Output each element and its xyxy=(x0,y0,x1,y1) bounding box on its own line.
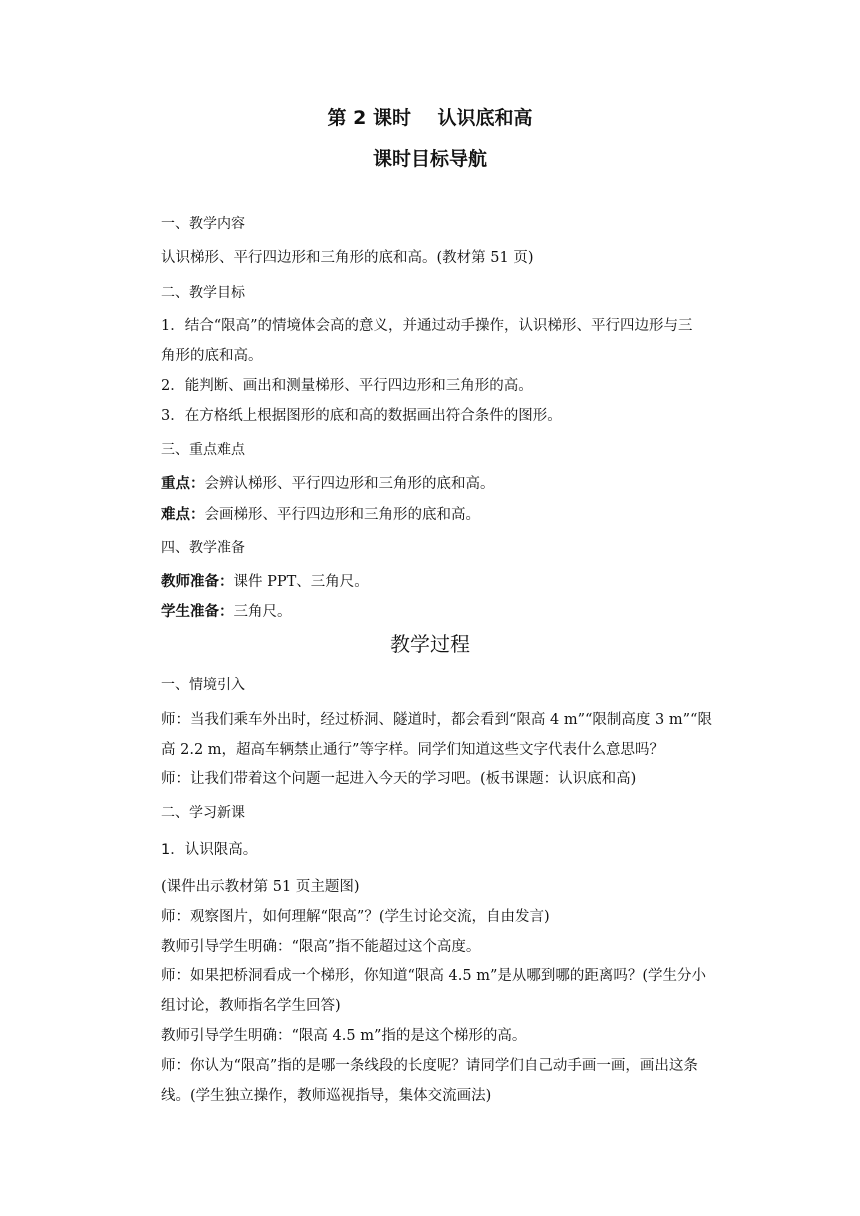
lesson-line-3: 教师引导学生明确：“限高”指不能超过这个高度。 xyxy=(161,939,481,955)
section-title: 课时目标导航 xyxy=(372,148,487,170)
heading-preparation: 四、教学准备 xyxy=(161,540,245,556)
student-preparation-text: 三角尺。 xyxy=(233,604,292,620)
key-point-text: 会辨认梯形、平行四边形和三角形的底和高。 xyxy=(204,476,495,492)
heading-teaching-content: 一、教学内容 xyxy=(161,216,245,232)
difficult-point xyxy=(161,505,480,525)
goal-1-line-1: 1．结合“限高”的情境体会高的意义，并通过动手操作，认识梯形、平行四边形与三 xyxy=(161,318,693,334)
key-point-label: 重点： xyxy=(161,476,205,492)
teacher-preparation-text: 课件 PPT、三角尺。 xyxy=(233,574,369,590)
heading-key-points: 三、重点难点 xyxy=(161,442,245,458)
intro-paragraph-line-2: 高 2.2 m，超高车辆禁止通行”等字样。同学们知道这些文字代表什么意思吗？ xyxy=(161,742,664,758)
process-title: 教学过程 xyxy=(390,632,470,656)
key-point xyxy=(161,474,495,494)
teacher-preparation-label: 教师准备： xyxy=(161,574,234,590)
paragraph-teaching-content: 认识梯形、平行四边形和三角形的底和高。(教材第 51 页) xyxy=(161,250,534,266)
heading-teaching-goals: 二、教学目标 xyxy=(161,285,245,301)
lesson-line-1: (课件出示教材第 51 页主题图) xyxy=(161,879,360,895)
intro-paragraph-line-1: 师：当我们乘车外出时，经过桥洞、隧道时，都会看到“限高 4 m”“限制高度 3 m”“限 xyxy=(161,712,712,728)
teacher-preparation xyxy=(161,572,369,592)
lesson-line-6b: 线。(学生独立操作，教师巡视指导，集体交流画法) xyxy=(161,1088,492,1104)
step-height-limit: 1．认识限高。 xyxy=(161,842,258,858)
lesson-title: 第 2 课时 认识底和高 xyxy=(327,107,533,129)
lesson-line-5: 教师引导学生明确：“限高 4.5 m”指的是这个梯形的高。 xyxy=(161,1028,527,1044)
goal-2: 2．能判断、画出和测量梯形、平行四边形和三角形的高。 xyxy=(161,378,533,394)
lesson-line-4b: 组讨论，教师指名学生回答) xyxy=(161,998,341,1014)
lesson-line-2: 师：观察图片，如何理解“限高”？(学生讨论交流，自由发言) xyxy=(161,909,550,925)
difficult-point-text: 会画梯形、平行四边形和三角形的底和高。 xyxy=(204,507,480,523)
goal-3: 3．在方格纸上根据图形的底和高的数据画出符合条件的图形。 xyxy=(161,408,562,424)
heading-new-lesson: 二、学习新课 xyxy=(161,805,245,821)
lesson-line-6a: 师：你认为“限高”指的是哪一条线段的长度呢？请同学们自己动手画一画，画出这条 xyxy=(161,1058,698,1074)
goal-1-line-2: 角形的底和高。 xyxy=(161,348,263,364)
student-preparation-label: 学生准备： xyxy=(161,604,234,620)
heading-situation-intro: 一、情境引入 xyxy=(161,677,245,693)
difficult-point-label: 难点： xyxy=(161,507,205,523)
lesson-line-4a: 师：如果把桥洞看成一个梯形，你知道“限高 4.5 m”是从哪到哪的距离吗？(学生分小 xyxy=(161,968,707,984)
intro-paragraph-2: 师：让我们带着这个问题一起进入今天的学习吧。(板书课题：认识底和高) xyxy=(161,771,637,787)
student-preparation xyxy=(161,602,292,622)
